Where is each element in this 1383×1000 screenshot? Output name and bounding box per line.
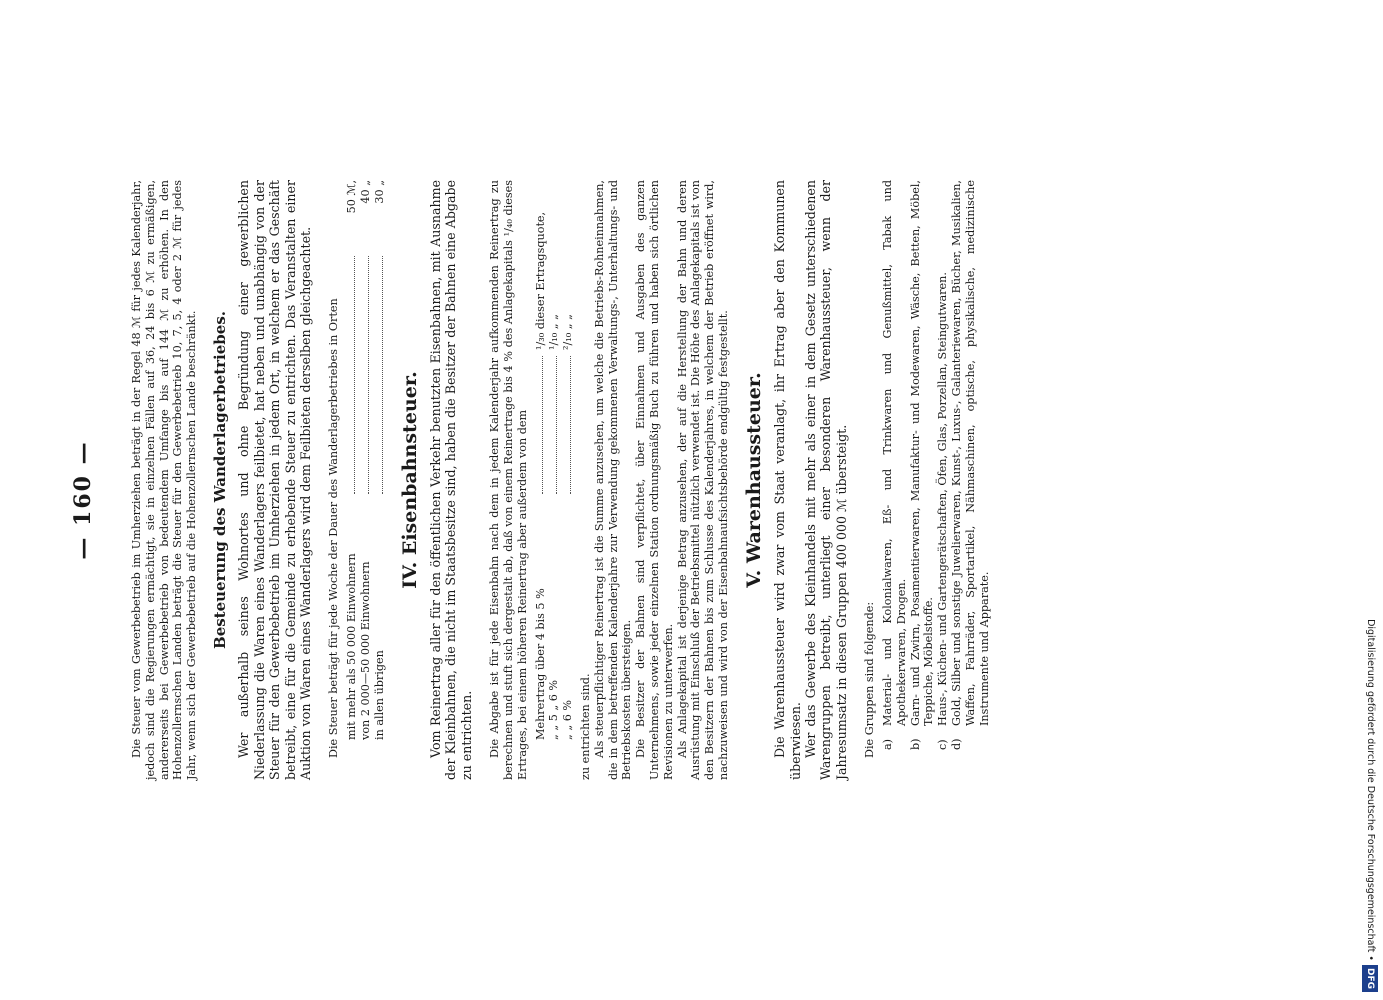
- surplus-value: ¹/₁₀ „ „: [547, 314, 561, 350]
- store-groups: [881, 180, 991, 750]
- intro-paragraph: Die Steuer vom Gewerbebetrieb im Umherziehen beträgt in der Regel 48 ℳ für jedes Kalenderjahr, jedoch sind die Regierungen ermächtigt, sie in einzelnen Fällen auf 36, 24 bis 6 ℳ zu ermäßigen, andererseits bei Gewerbebetrieb von bedeutendem Umfange bis auf 144 ℳ zu erhöhen. In den Hohenzollernschen Landen beträgt die Steuer für den Gewerbebetrieb 10, 7, 5, 4 oder 2 ℳ für jedes Jahr, wenn sich der Gewerbebetrieb auf die Hohenzollernschen Lande beschränkt.: [130, 180, 199, 780]
- store-paragraph-2: Wer das Gewerbe des Kleinhandels mit mehr als einer in dem Gesetz unterschiedenen Warengruppen betreibt, unterliegt einer besonderen Warenhaussteuer, wenn der Jahresumsatz in diesen Gruppen 400 000 ℳ übersteigt.: [803, 180, 849, 780]
- surplus-row: [547, 180, 561, 740]
- surplus-label: Mehrertrag über 4 bis 5 %: [533, 588, 547, 740]
- rail-surplus-rates: [534, 180, 575, 740]
- credit-text: Digitalisierung gefördert durch die Deutsche Forschungsgemeinschaft •: [1365, 619, 1376, 961]
- dfg-logo: DFG: [1362, 965, 1378, 992]
- rail-paragraph-3: Als steuerpflichtiger Reinertrag ist die Summe anzusehen, um welche die Betriebs-Rohneinnahmen, die in dem betreffenden Kalenderjahre zur Verwendung gekommenen Verwaltungs-, Unterhaltungs- und Betriebskosten übersteigen.: [592, 180, 634, 780]
- surplus-label: „ „ 6 %: [561, 699, 575, 740]
- rail-heading: IV. Eisenbahnsteuer.: [398, 371, 421, 589]
- rate-label: von 2 000—50 000 Einwohnern: [359, 561, 373, 740]
- list-item: [936, 180, 950, 750]
- list-marker: b): [908, 738, 922, 750]
- surplus-value: ¹/₃₀ dieser Ertragsquote,: [533, 211, 547, 350]
- rate-row: [359, 180, 373, 740]
- rail-paragraph-4: Die Besitzer der Bahnen sind verpflichtet, über Einnahmen und Ausgaben des ganzen Unternehmens, sowie jeder einzelnen Station ordnungsmäßig Buch zu führen und haben sich örtlichen Revisionen zu unterwerfen.: [634, 180, 675, 780]
- list-text: Garn- und Zwirn, Posamentierwaren, Manufaktur- und Modewaren, Wäsche, Betten, Möbel, Teppiche, Möbelstoffe.: [908, 180, 936, 726]
- list-marker: a): [881, 738, 895, 750]
- wander-rates-intro: Die Steuer beträgt für jede Woche der Dauer des Wanderlagerbetriebes in Orten: [327, 298, 341, 758]
- wander-rates: [345, 180, 386, 740]
- list-item: [909, 180, 937, 750]
- wander-paragraph: Wer außerhalb seines Wohnortes und ohne Begründung einer gewerblichen Niederlassung die Waren eines Wanderlagers feilbietet, hat neben und unabhängig von der Steuer für den Gewerbebetrieb im Umherziehen in jedem Ort, in welchem er das Geschäft betreibt, eine für die Gemeinde zu erhebende Steuer zu entrichten. Das Veranstalten einer Auktion von Waren eines Wanderlagers wird dem Feilbieten derselben gleichgeachtet.: [236, 180, 314, 780]
- list-marker: d): [950, 738, 963, 750]
- list-text: Material- und Kolonialwaren, Eß- und Trinkwaren und Genußmittel, Tabak und Apothekerwaren, Drogen.: [881, 180, 908, 726]
- list-text: Haus-, Küchen- und Gartengerätschaften, Öfen, Glas, Porzellan, Steingutwaren.: [936, 272, 950, 726]
- surplus-row: [561, 180, 575, 740]
- store-paragraph-1: Die Warenhaussteuer wird zwar vom Staat veranlagt, ihr Ertrag aber den Kommunen überwiesen.: [772, 180, 803, 780]
- store-heading: V. Warenhaussteuer.: [742, 372, 765, 588]
- text-column: [130, 180, 991, 780]
- list-text: Gold, Silber und sonstige Juwelierwaren, Kunst-, Luxus-, Galanteriewaren, Bücher, Musikalien, Waffen, Fahrräder, Sportartikel, Nähmaschinen, optische, physikalische, medizinische Instrumente und Apparate.: [950, 180, 991, 726]
- surplus-label: „ „ 5 „ 6 %: [547, 679, 561, 740]
- rate-label: mit mehr als 50 000 Einwohnern: [345, 553, 359, 740]
- rail-paragraph-1: Vom Reinertrag aller für den öffentlichen Verkehr benutzten Eisenbahnen, mit Ausnahme der Kleinbahnen, die nicht im Staatsbesitze sind, haben die Besitzer der Bahnen eine Abgabe zu entrichten.: [428, 180, 474, 780]
- rate-row: [345, 180, 359, 740]
- surplus-row: [534, 180, 548, 740]
- store-groups-intro: Die Gruppen sind folgende:: [863, 601, 877, 758]
- rate-value: 50 ℳ,: [345, 180, 359, 214]
- page-number: — 160 —: [70, 440, 96, 560]
- wander-heading: Besteuerung des Wanderlagerbetriebes.: [210, 311, 229, 649]
- rail-paragraph-2-end: zu entrichten sind.: [579, 673, 593, 780]
- surplus-value: ²/₁₀ „ „: [561, 314, 575, 350]
- rail-paragraph-5: Als Anlagekapital ist derjenige Betrag anzusehen, der auf die Herstellung der Bahn und deren Ausrüstung mit Einschluß der Betriebsmittel nützlich verwendet ist. Die Höhe des Anlagekapitals ist von den Besitzern der Bahnen bis zum Schlusse des Kalenderjahres, in welchem der Betrieb eröffnet wird, nachzuweisen und wird von der Eisenbahnaufsichtsbehörde endgültig festgestellt.: [675, 180, 730, 780]
- rate-row: [373, 180, 387, 740]
- list-item: [881, 180, 909, 750]
- rate-value: 30 „: [372, 180, 386, 204]
- rail-paragraph-2: Die Abgabe ist für jede Eisenbahn nach dem in jedem Kalenderjahr aufkommenden Reinertrag zu berechnen und stuft sich dergestalt ab, daß von einem Reinertrage bis 4 % des Anlagekapitals ¹/₄₀ dieses Ertrages, bei einem höheren Reinertrag aber außerdem von dem: [488, 180, 529, 780]
- list-item: [950, 180, 991, 750]
- list-marker: c): [936, 739, 950, 750]
- digitization-credit: [1362, 8, 1378, 992]
- rate-label: in allen übrigen: [372, 650, 386, 740]
- rate-value: 40 „: [359, 180, 373, 204]
